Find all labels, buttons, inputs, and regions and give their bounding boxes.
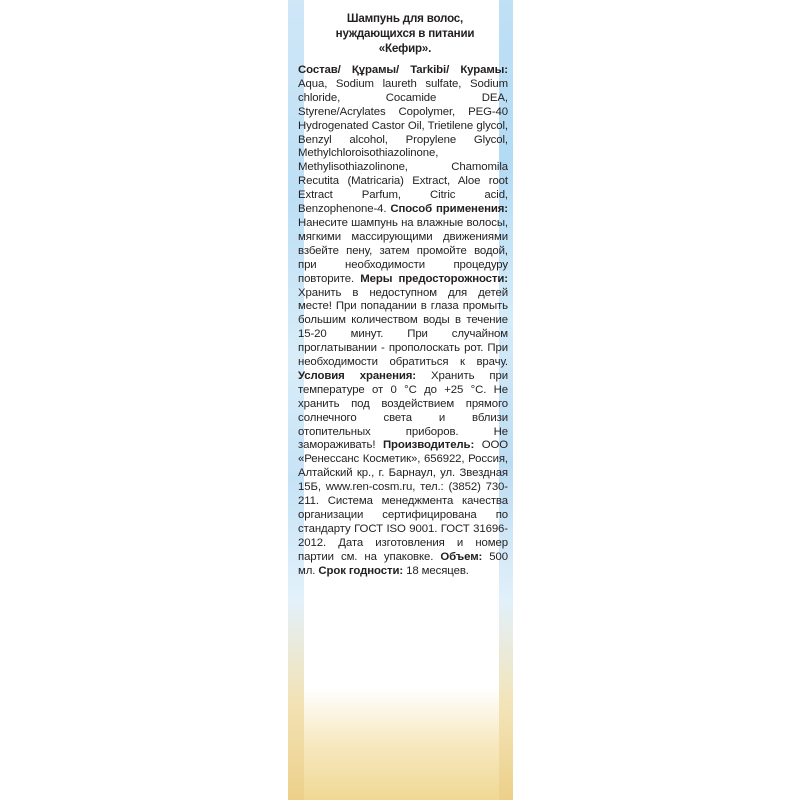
composition-text: Aqua, Sodium laureth sulfate, Sodium chloride, Cocamide DEA, Styrene/Acrylates Copolymer, PEG-40 Hydrogenated Castor Oil, Trietilene glycol, Benzyl alcohol, Propylene Glycol, Methylchloroisothiazolinone, Methylisothiazolinone, Chamomila Recutita (Matricaria) Extract, Aloe root Extract Parfum, Citric acid, Benzophenone-4. [298, 77, 508, 216]
composition-heading: Состав/ Құрамы/ Tarkibi/ Курамы: [298, 64, 508, 76]
product-title [302, 11, 508, 56]
title-line: Шампунь для волос, [346, 12, 464, 25]
label-body-text [298, 64, 508, 579]
title-line: «Кефир». [378, 42, 432, 55]
shelf-life-text: 18 месяцев. [403, 564, 469, 577]
product-label [288, 0, 513, 800]
title-line: нуждающихся в питании [335, 27, 475, 40]
storage-text: Хранить при температуре от 0 °С до +25 °С. Не хранить под воздействием прямого солнечного света и вблизи отопительных приборов. Не замораживать! [298, 369, 508, 452]
precautions-heading: Меры предосторожности: [360, 272, 508, 285]
precautions-text: Хранить в недоступном для детей месте! При попадании в глаза промыть большим количеством воды в течение 15-20 минут. При случайном проглатывании - прополоскать рот. При необходимости обратиться к врачу. [298, 286, 508, 369]
storage-heading: Условия хранения: [298, 369, 416, 382]
manufacturer-heading: Производитель: [382, 439, 475, 452]
label-content [298, 11, 508, 579]
usage-text: Нанесите шампунь на влажные волосы, мягкими массирующими движениями взбейте пену, затем промойте водой, при необходимости процедуру повторите. [298, 216, 508, 285]
volume-text: 500 мл. [298, 550, 508, 577]
shelf-life-heading: Срок годности: [318, 564, 404, 577]
manufacturer-text: ООО «Ренессанс Косметик», 656922, Россия, Алтайский кр., г. Барнаул, ул. Звездная 15Б, www.ren-cosm.ru, тел.: (3852) 730-211. Система менеджмента качества организации сертифицирована по стандарту ГОСТ ISO 9001. ГОСТ 31696-2012. Дата изготовления и номер партии см. на упаковке. [298, 439, 508, 563]
usage-heading: Способ применения: [390, 203, 508, 216]
volume-heading: Объем: [440, 550, 483, 563]
